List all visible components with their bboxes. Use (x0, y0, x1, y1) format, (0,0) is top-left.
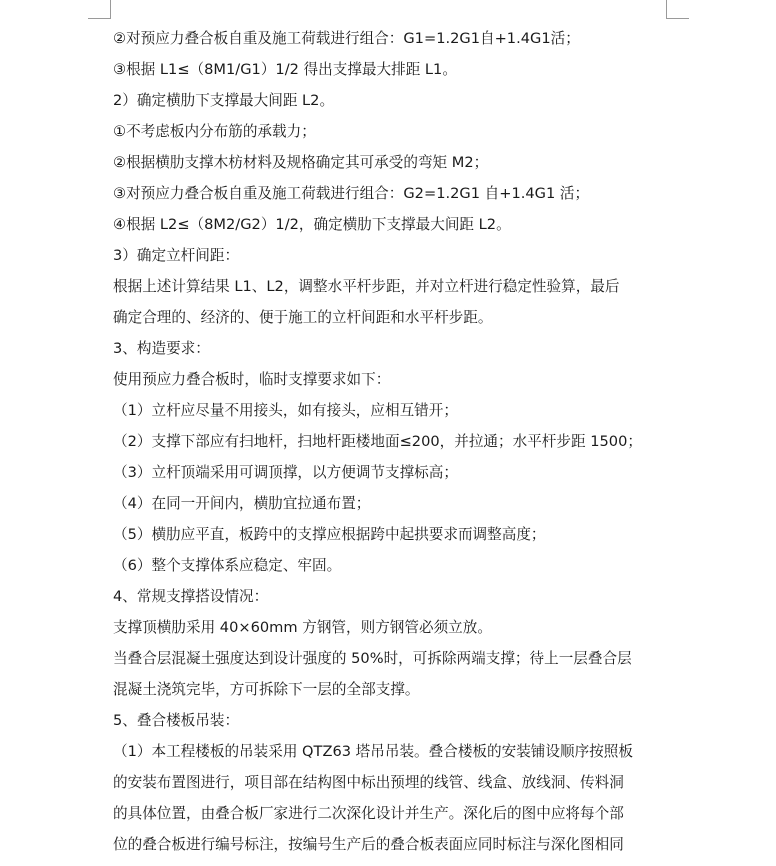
text-line: ④根据 L2≤（8M2/G2）1/2，确定横肋下支撑最大间距 L2。 (113, 216, 511, 233)
list-item: （6）整个支撑体系应稳定、牢固。 (113, 557, 342, 574)
section-heading: 3、构造要求： (113, 340, 210, 357)
crop-mark-top-right (666, 0, 689, 19)
text-line: ②根据横肋支撑木枋材料及规格确定其可承受的弯矩 M2； (113, 154, 489, 171)
list-item: （2）支撑下部应有扫地杆，扫地杆距楼地面≤200，并拉通；水平杆步距 1500； (113, 433, 642, 450)
text-line: 使用预应力叠合板时，临时支撑要求如下： (113, 371, 391, 388)
document-body (113, 23, 673, 860)
text-line: 混凝土浇筑完毕，方可拆除下一层的全部支撑。 (113, 681, 420, 698)
list-item: （5）横肋应平直，板跨中的支撑应根据跨中起拱要求而调整高度； (113, 526, 546, 543)
text-line: 支撑顶横肋采用 40×60mm 方钢管，则方钢管必须立放。 (113, 619, 492, 636)
text-line: 当叠合层混凝土强度达到设计强度的 50%时，可拆除两端支撑；待上一层叠合层 (113, 650, 632, 667)
section-heading: 2）确定横肋下支撑最大间距 L2。 (113, 92, 335, 109)
list-item: （1）立杆应尽量不用接头，如有接头，应相互错开； (113, 402, 458, 419)
text-line: 的具体位置，由叠合板厂家进行二次深化设计并生产。深化后的图中应将每个部 (113, 805, 624, 822)
section-heading: 4、常规支撑搭设情况： (113, 588, 269, 605)
crop-mark-top-left (88, 0, 111, 19)
text-line: ③对预应力叠合板自重及施工荷载进行组合：G2=1.2G1 自+1.4G1 活； (113, 185, 590, 202)
text-line: 的安装布置图进行，项目部在结构图中标出预埋的线管、线盒、放线洞、传料洞 (113, 774, 624, 791)
section-heading: 3）确定立杆间距： (113, 247, 240, 264)
text-line: 位的叠合板进行编号标注，按编号生产后的叠合板表面应同时标注与深化图相同 (113, 836, 624, 853)
section-heading: 5、叠合楼板吊装： (113, 712, 240, 729)
text-line: 根据上述计算结果 L1、L2，调整水平杆步距，并对立杆进行稳定性验算，最后 (113, 278, 620, 295)
text-line: ②对预应力叠合板自重及施工荷载进行组合：G1=1.2G1自+1.4G1活； (113, 30, 580, 47)
list-item: （4）在同一开间内，横肋宜拉通布置； (113, 495, 371, 512)
text-line: 确定合理的、经济的、便于施工的立杆间距和水平杆步距。 (113, 309, 493, 326)
text-line: ③根据 L1≤（8M1/G1）1/2 得出支撑最大排距 L1。 (113, 61, 457, 78)
text-line: ①不考虑板内分布筋的承载力； (113, 123, 316, 140)
text-line: （1）本工程楼板的吊装采用 QTZ63 塔吊吊装。叠合楼板的安装铺设顺序按照板 (113, 743, 633, 760)
list-item: （3）立杆顶端采用可调顶撑，以方便调节支撑标高； (113, 464, 458, 481)
